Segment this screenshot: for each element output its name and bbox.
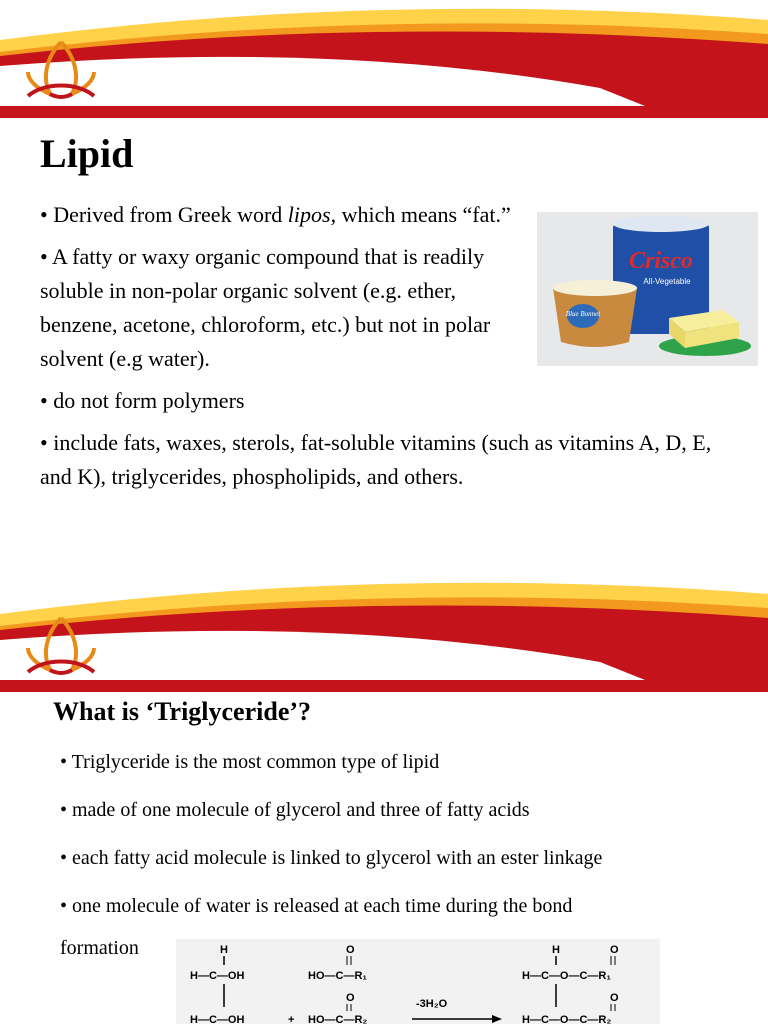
bullet-continuation: formation	[60, 937, 139, 959]
bullet-item: • Triglyceride is the most common type of lipid	[60, 751, 440, 773]
carbonyl-o: O	[346, 992, 355, 1004]
carbonyl-o: O	[346, 944, 355, 956]
product-h: H	[552, 944, 560, 956]
fatty-acid: HO—C—R₂	[308, 1014, 368, 1024]
bullet-item: • include fats, waxes, sterols, fat-soluble vitamins (such as vitamins A, D, E, and K), triglycerides, phospholipids, and others.	[40, 430, 712, 489]
header-band	[0, 0, 768, 118]
ester-row: H—C—O—C—R₂	[522, 1014, 612, 1024]
bullet-item: • A fatty or waxy organic compound that is readily soluble in non-polar organic solvent (e.g. ether, benzene, acetone, chloroform, etc.) but not in polar solvent (e.g water).	[40, 244, 491, 371]
header-band	[0, 574, 768, 692]
bullet-item: • each fatty acid molecule is linked to glycerol with an ester linkage	[60, 847, 603, 869]
svg-text:Blue Bonnet: Blue Bonnet	[565, 310, 601, 318]
trinity-logo-icon	[24, 38, 98, 102]
carbonyl-o: O	[610, 992, 619, 1004]
bullet-item: • Derived from Greek word lipos, which means “fat.”	[40, 202, 511, 227]
glycerol-row: H—C—OH	[190, 970, 245, 982]
glycerol-row: H—C—OH	[190, 1014, 245, 1024]
slide-triglyceride	[0, 574, 768, 1024]
svg-text:Crisco: Crisco	[628, 248, 694, 274]
bullet-item: • one molecule of water is released at each time during the bond	[60, 895, 573, 917]
carbonyl-o: O	[610, 944, 619, 956]
plus-sign: +	[288, 1014, 295, 1024]
product-photo	[537, 212, 758, 366]
ester-row: H—C—O—C—R₁	[522, 970, 611, 982]
esterification-diagram	[176, 939, 660, 1024]
glycerol-h: H	[220, 944, 228, 956]
arrow-label: -3H₂O	[416, 998, 448, 1010]
bullet-item: • made of one molecule of glycerol and three of fatty acids	[60, 799, 530, 821]
trinity-logo-icon	[24, 614, 98, 678]
bullet-list	[60, 748, 720, 940]
bullet-item: • do not form polymers	[40, 388, 245, 413]
page-title: Lipid	[40, 131, 134, 176]
fatty-acid: HO—C—R₁	[308, 970, 367, 982]
svg-text:All-Vegetable: All-Vegetable	[643, 277, 691, 286]
section-title: What is ‘Triglyceride’?	[53, 697, 312, 726]
